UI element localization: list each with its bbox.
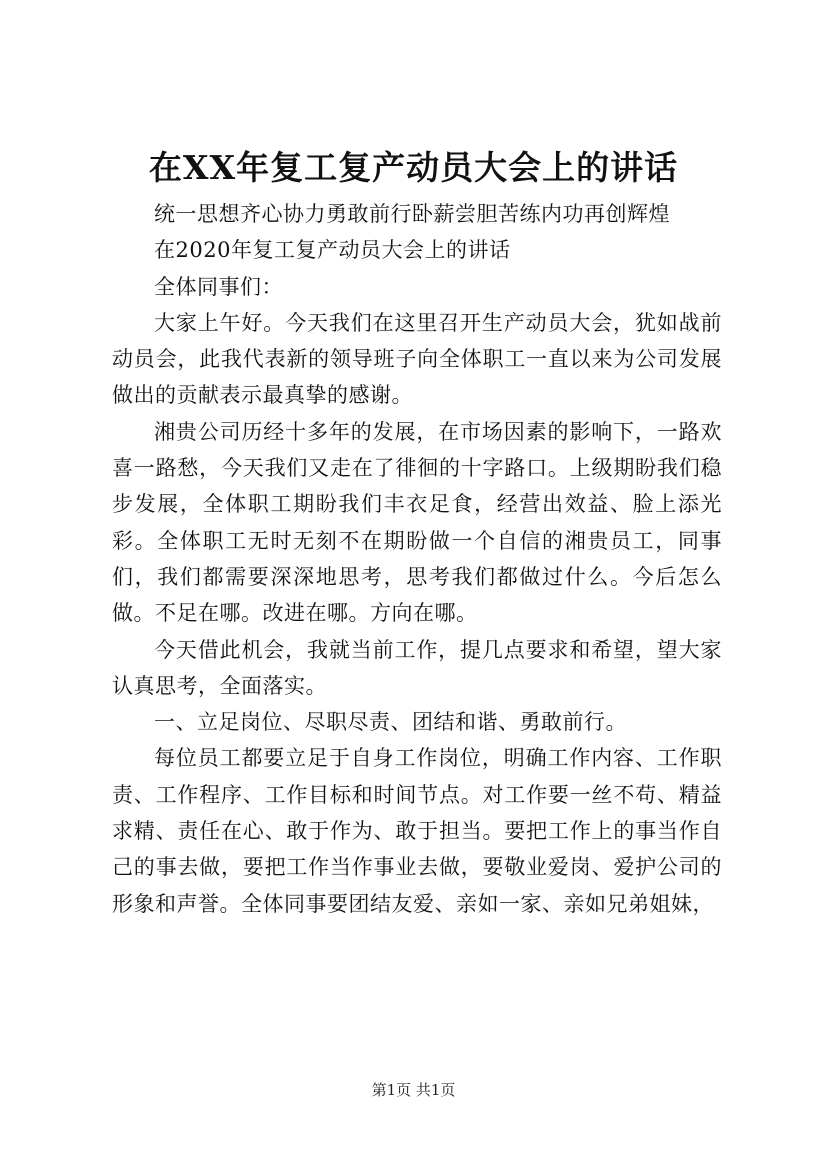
body-paragraph: 大家上午好。今天我们在这里召开生产动员大会，犹如战前动员会，此我代表新的领导班子向全体职工一直以来为公司发展做出的贡献表示最真挚的感谢。 [112, 310, 722, 408]
subtitle-paragraph: 统一思想齐心协力勇敢前行卧薪尝胆苦练内功再创辉煌 [154, 202, 670, 226]
document-body [112, 196, 722, 922]
body-paragraph: 湘贵公司历经十多年的发展，在市场因素的影响下，一路欢喜一路愁，今天我们又走在了徘徊的十字路口。上级期盼我们稳步发展，全体职工期盼我们丰衣足食，经营出效益、脸上添光彩。全体职工无时无刻不在期盼做一个自信的湘贵员工，同事们，我们都需要深深地思考，思考我们都做过什么。今后怎么做。不足在哪。改进在哪。方向在哪。 [112, 419, 722, 626]
body-paragraph: 今天借此机会，我就当前工作，提几点要求和希望，望大家认真思考，全面落实。 [112, 637, 722, 698]
speech-heading-paragraph: 在2020年复工复产动员大会上的讲话 [154, 238, 511, 263]
section-heading-paragraph: 一、立足岗位、尽职尽责、团结和谐、勇敢前行。 [154, 710, 627, 735]
document-title: 在XX年复工复产动员大会上的讲话 [148, 148, 679, 187]
body-paragraph: 每位员工都要立足于自身工作岗位，明确工作内容、工作职责、工作程序、工作目标和时间节点。对工作要一丝不苟、精益求精、责任在心、敢于作为、敢于担当。要把工作上的事当作自己的事去做，要把工作当作事业去做，要敬业爱岗、爱护公司的形象和声誉。全体同事要团结友爱、亲如一家、亲如兄弟姐妹， [112, 746, 722, 916]
page-number-footer: 第1页 共1页 [371, 1081, 456, 1099]
greeting-paragraph: 全体同事们： [154, 274, 283, 299]
